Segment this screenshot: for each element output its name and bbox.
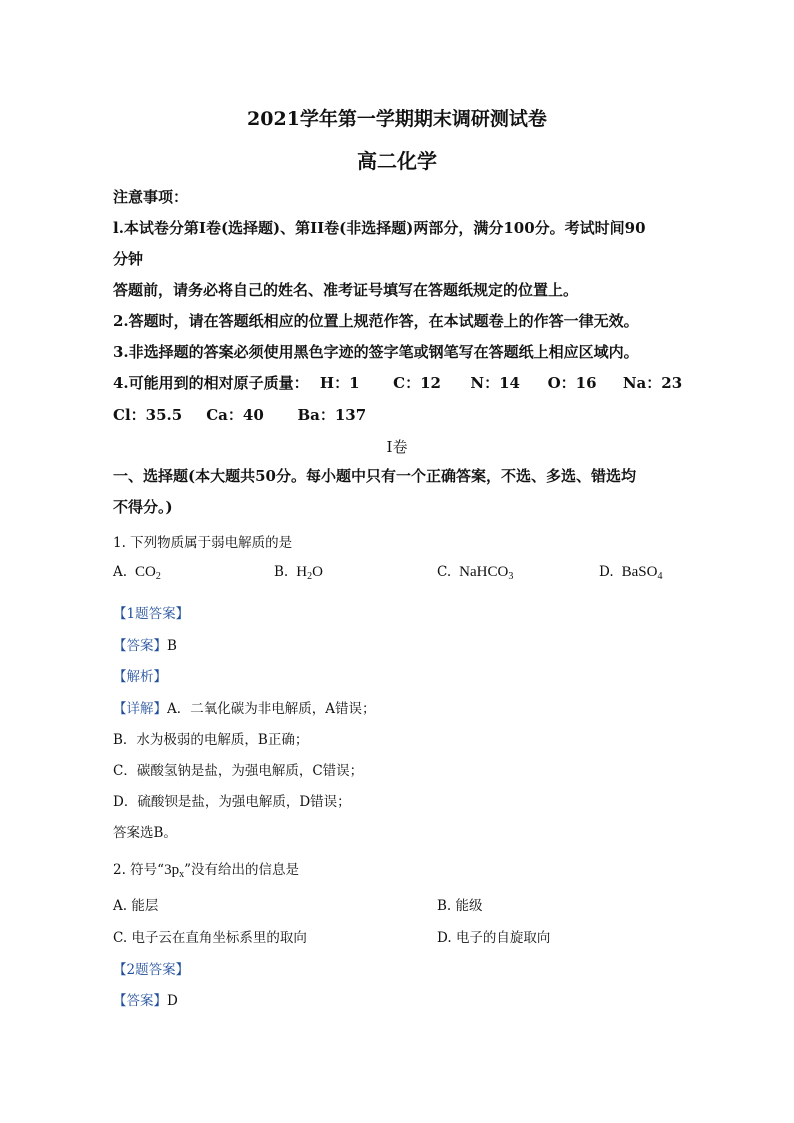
q1-answer-tag: 【1题答案】	[113, 606, 190, 622]
answer-value: B	[167, 638, 177, 654]
note-item-3: 3.非选择题的答案必须使用黑色字迹的签字笔或钢笔写在答题纸上相应区域内。	[113, 343, 639, 361]
note-item-extra: 答题前，请务必将自己的姓名、准考证号填写在答题纸规定的位置上。	[113, 281, 579, 299]
detail-text: A．二氧化碳为非电解质，A错误；	[167, 701, 376, 717]
section-heading-cont: 不得分。)	[113, 498, 173, 516]
option-letter: B.	[274, 564, 289, 580]
answer-label: 【答案】	[113, 638, 167, 654]
formula-subscript: 2	[307, 571, 313, 582]
atoms-intro: 4.可能用到的相对原子质量：	[113, 374, 309, 392]
formula-base: NaHCO	[459, 564, 509, 580]
q1-answer	[113, 634, 177, 654]
option-formula	[622, 564, 663, 580]
q2-option-c	[113, 926, 307, 946]
atom-mass: Ba：137	[297, 406, 367, 424]
option-text: 能级	[455, 898, 483, 914]
q1-detail-line: D．硫酸钡是盐，为强电解质，D错误；	[113, 794, 351, 810]
option-text: 电子的自旋取向	[455, 930, 551, 946]
q1-option-c	[437, 564, 513, 582]
atom-mass: H：1	[319, 374, 360, 392]
question-1-stem: 1. 下列物质属于弱电解质的是	[113, 535, 293, 551]
note-item-4	[113, 372, 682, 393]
formula-subscript: 4	[657, 571, 663, 582]
q1-detail-line: 答案选B。	[113, 825, 177, 841]
option-letter: D.	[437, 930, 452, 946]
q2-option-d	[437, 926, 550, 946]
symbol-subscript: x	[179, 869, 185, 880]
formula-base: CO	[135, 564, 156, 580]
q1-detail-line	[113, 697, 376, 717]
option-letter: C.	[437, 564, 452, 580]
option-formula	[296, 564, 323, 580]
formula-subscript: 3	[508, 571, 514, 582]
q2-answer-tag: 【2题答案】	[113, 962, 190, 978]
detail-label: 【详解】	[113, 701, 167, 717]
stem-text: ”没有给出的信息是	[184, 862, 299, 878]
q1-option-d	[599, 564, 662, 582]
option-letter: B.	[437, 898, 452, 914]
note-item-4-cont	[113, 404, 366, 425]
option-letter: A.	[113, 898, 128, 914]
formula-base: H	[296, 564, 308, 580]
atom-mass: N：14	[470, 374, 520, 392]
atom-mass: Ca：40	[206, 406, 264, 424]
q1-analysis-tag: 【解析】	[113, 669, 167, 685]
atom-mass: Cl：35.5	[113, 406, 183, 424]
formula-subscript: 2	[155, 571, 161, 582]
option-text: 能层	[131, 898, 159, 914]
notes-heading: 注意事项：	[113, 188, 189, 206]
formula-tail: O	[312, 564, 323, 580]
option-letter: C.	[113, 930, 128, 946]
formula-base: BaSO	[621, 564, 658, 580]
atom-mass: Na：23	[622, 374, 683, 392]
option-text: 电子云在直角坐标系里的取向	[131, 930, 307, 946]
note-item-2: 2.答题时，请在答题纸相应的位置上规范作答，在本试题卷上的作答一律无效。	[113, 312, 639, 330]
option-formula	[135, 564, 161, 580]
answer-label: 【答案】	[113, 993, 167, 1009]
note-item-1: l.本试卷分第I卷(选择题)、第II卷(非选择题)两部分，满分100分。考试时间90	[113, 219, 646, 237]
option-letter: D.	[599, 564, 614, 580]
question-2-stem	[113, 858, 299, 880]
option-letter: A.	[113, 564, 128, 580]
q2-option-a	[113, 894, 158, 914]
q2-option-b	[437, 894, 483, 914]
atom-mass: C：12	[393, 374, 441, 392]
volume-heading: I卷	[386, 438, 408, 456]
q2-answer	[113, 989, 178, 1009]
exam-subject: 高二化学	[357, 149, 437, 173]
section-heading: 一、选择题(本大题共50分。每小题中只有一个正确答案，不选、多选、错选均	[113, 467, 636, 485]
exam-title: 2021学年第一学期期末调研测试卷	[247, 108, 547, 130]
q1-detail-line: C．碳酸氢钠是盐，为强电解质，C错误；	[113, 763, 364, 779]
q1-option-b	[274, 564, 323, 582]
answer-value: D	[167, 993, 178, 1009]
note-item-1-cont: 分钟	[113, 250, 144, 268]
option-formula	[459, 564, 513, 580]
q1-detail-line: B．水为极弱的电解质，B正确；	[113, 732, 309, 748]
orbital-symbol	[164, 862, 184, 878]
atom-mass: O：16	[547, 374, 597, 392]
stem-text: 2. 符号“	[113, 862, 165, 878]
symbol-base: 3p	[164, 862, 180, 878]
q1-option-a	[113, 564, 161, 582]
